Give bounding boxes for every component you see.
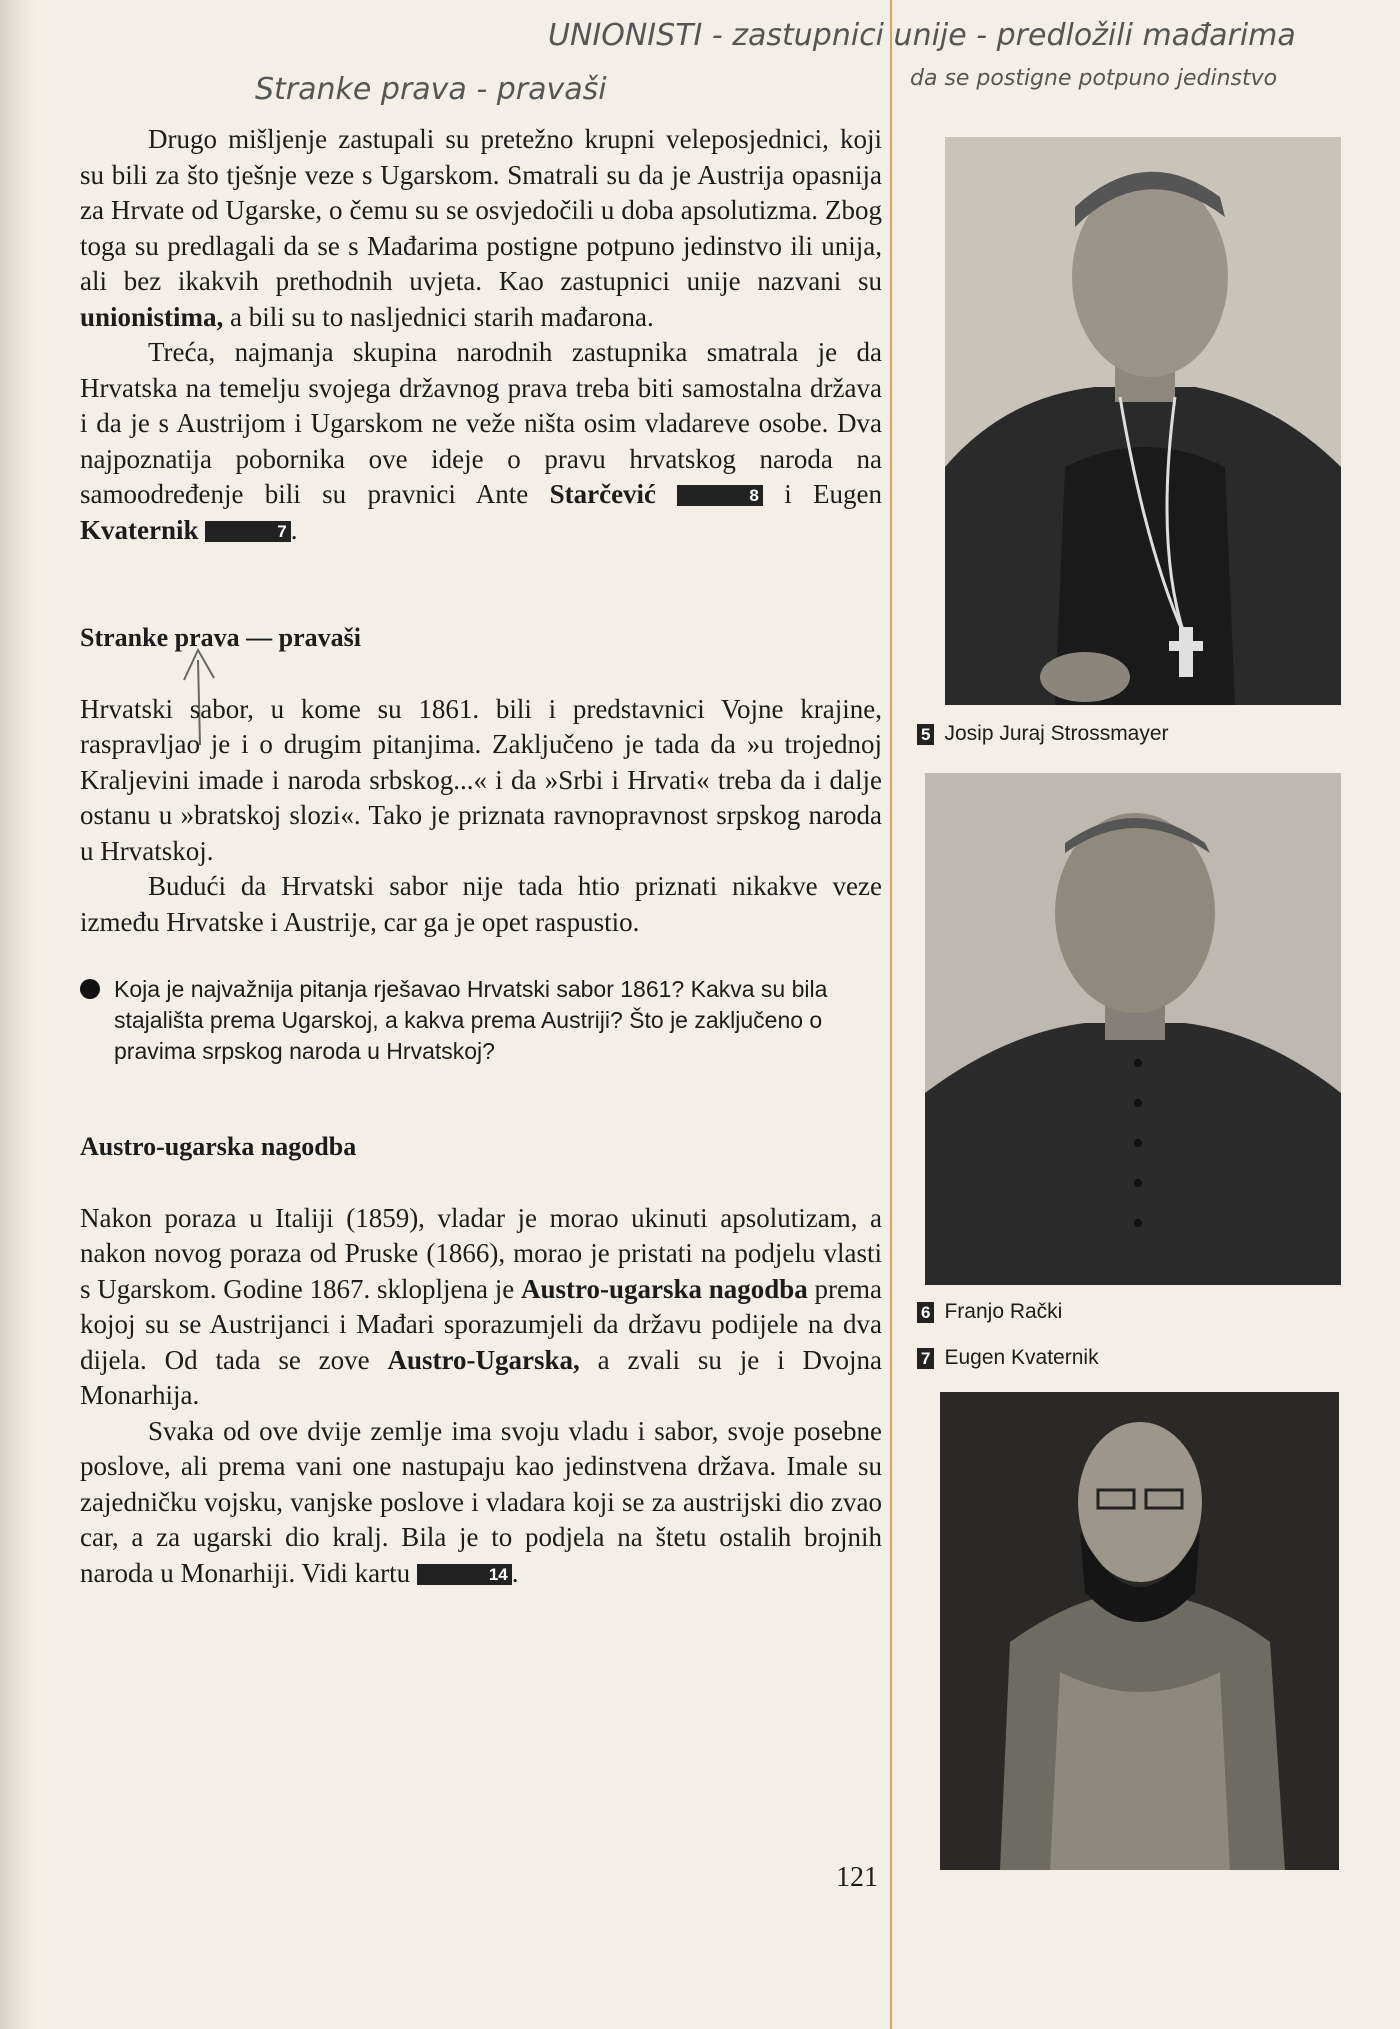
- section-heading-stranke: Stranke prava — pravaši: [80, 623, 361, 652]
- main-column: [80, 122, 882, 1591]
- portrait-kvaternik: [940, 1392, 1339, 1870]
- caption-label-6: Franjo Rački: [944, 1300, 1063, 1323]
- map-ref-14: 14: [417, 1564, 512, 1585]
- column-divider: [890, 0, 892, 2029]
- caption-photo-5: [917, 722, 1169, 746]
- name-starcevic: Starčević: [549, 479, 657, 509]
- review-question-text: Koja je najvažnija pitanja rješavao Hrvatski sabor 1861? Kakva su bila stajališta prema Ugarskoj, a kakva prema Austriji? Što je zaključeno o pravima srpskog naroda u Hrvatskoj?: [114, 976, 828, 1064]
- paragraph-dvije-zemlje: Svaka od ove dvije zemlje ima svoju vladu i sabor, svoje posebne poslove, ali prema vani one nastupaju kao jedinstvena država. Imale su zajedničku vojsku, vanjske poslove i vladara koji se za austrijski dio zvao car, a za ugarski dio kralj. Bila je to podjela na štetu ostalih brojnih naroda u Monarhiji. Vidi kartu 14 .: [80, 1415, 882, 1588]
- page-edge-shadow: [0, 0, 36, 2029]
- page-number: 121: [836, 1862, 878, 1893]
- portrait-strossmayer: [945, 137, 1341, 705]
- figure-ref-7: 7: [205, 521, 290, 542]
- review-question: [80, 974, 882, 1067]
- paragraph-raspustio: Budući da Hrvatski sabor nije tada htio priznati nikakve veze između Hrvatske i Austrije, car ga je opet raspustio.: [80, 871, 882, 937]
- handwritten-note-stranke: Stranke prava - pravaši: [255, 72, 607, 107]
- caption-badge-5: 5: [917, 724, 934, 745]
- term-austro-ugarska: Austro-Ugarska,: [387, 1344, 580, 1375]
- caption-label-7: Eugen Kvaternik: [944, 1346, 1099, 1369]
- paragraph-sabor-1861: Hrvatski sabor, u kome su 1861. bili i predstavnici Vojne krajine, raspravljao je i o drugim pitanjima. Zaključeno je tada da »u trojednoj Kraljevini imade i naroda srbskog...« i da »Srbi i Hrvati« treba da i dalje ostanu u »bratskoj slozi«. Tako je priznata ravnopravnost srpskog naroda u Hrvatskoj.: [80, 693, 882, 866]
- name-kvaternik: Kvaternik: [80, 514, 199, 545]
- figure-ref-8: 8: [677, 485, 762, 506]
- paragraph-treca-skupina: Treća, najmanja skupina narodnih zastupnika smatrala je da Hrvatska na temelju svojega državnog prava treba biti samostalna država i da je s Austrijom i Ugarskom ne veže ništa osim vladareve osobe. Dva najpoznatija pobornika ove ideje o pravu hrvatskog naroda na samoodređenje bili su pravnici Ante Starčević 8 i Eugen Kvaternik 7 .: [80, 337, 883, 545]
- bullet-icon: [80, 979, 100, 999]
- caption-photo-7: [917, 1346, 1099, 1370]
- term-nagodba: Austro-ugarska nagodba: [520, 1273, 808, 1304]
- term-unionisti: unionistima,: [80, 301, 224, 332]
- portrait-racki: [925, 773, 1341, 1285]
- paragraph-nagodba: Nakon poraza u Italiji (1859), vladar je morao ukinuti apsolutizam, a nakon novog poraza od Pruske (1866), morao je pristati na podjelu vlasti s Ugarskom. Godine 1867. sklopljena je Austro-ugarska nagodba prema kojoj su se Austrijanci i Mađari sporazumjeli da državu podijele na dva dijela. Od tada se zove Austro-Ugarska, a zvali su je i Dvojna Monarhija.: [80, 1202, 882, 1410]
- handwritten-note-second: da se postigne potpuno jedinstvo: [910, 66, 1278, 91]
- section-heading-austro-ugarska: Austro-ugarska nagodba: [80, 1132, 357, 1161]
- handwritten-note-top: UNIONISTI - zastupnici unije - predložili mađarima: [548, 18, 1296, 53]
- caption-badge-7: 7: [917, 1348, 934, 1369]
- caption-label-5: Josip Juraj Strossmayer: [944, 722, 1169, 745]
- caption-badge-6: 6: [917, 1302, 934, 1323]
- caption-photo-6: [917, 1300, 1062, 1324]
- paragraph-unionisti: Drugo mišljenje zastupali su pretežno krupni veleposjednici, koji su bili za što tješnje veze s Ugarskom. Smatrali su da je Austrija opasnija za Hrvate od Ugarske, o čemu su se osvjedočili u doba apsolutizma. Zbog toga su predlagali da se s Mađarima postigne potpuno jedinstvo ili unija, ali bez ikakvih prethodnih uvjeta. Kao zastupnici unije nazvani su unionistima, a bili su to nasljednici starih mađarona.: [80, 124, 882, 332]
